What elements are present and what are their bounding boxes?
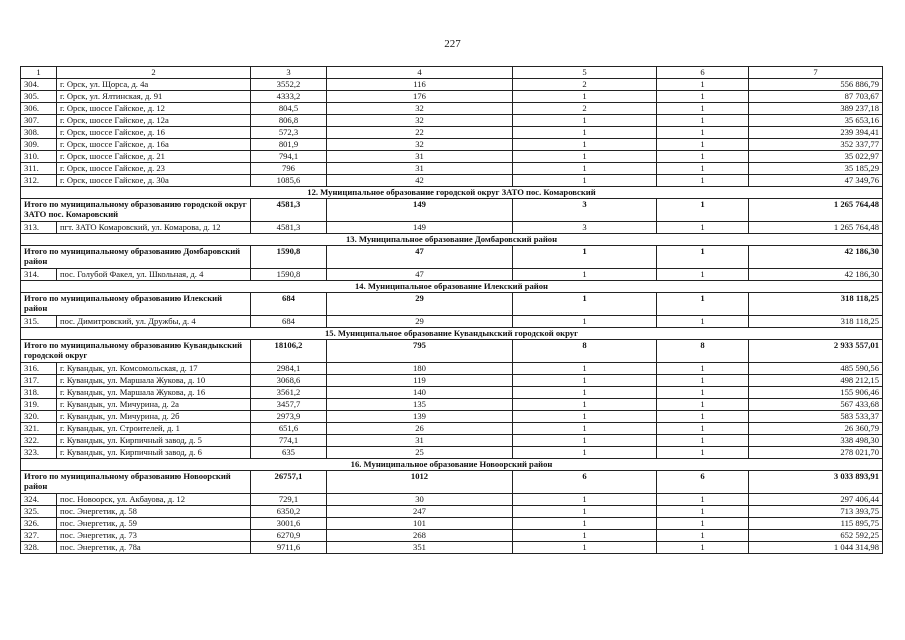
amount-cell: 713 393,75 bbox=[749, 506, 883, 518]
area-cell: 6270,9 bbox=[251, 530, 327, 542]
col6-cell: 1 bbox=[657, 399, 749, 411]
address-cell: пос. Энергетик, д. 73 bbox=[57, 530, 251, 542]
address-cell: пос. Новоорск, ул. Акбауова, д. 12 bbox=[57, 494, 251, 506]
address-cell: г. Орск, ул. Щорса, д. 4а bbox=[57, 79, 251, 91]
table-row bbox=[21, 115, 883, 127]
subtotal-label: Итого по муниципальному образованию Домбаровский район bbox=[21, 246, 251, 269]
col4-cell: 32 bbox=[327, 139, 513, 151]
col5-cell: 1 bbox=[513, 175, 657, 187]
address-cell: пос. Димитровский, ул. Дружбы, д. 4 bbox=[57, 316, 251, 328]
table-row bbox=[21, 506, 883, 518]
table-row bbox=[21, 222, 883, 234]
area-cell: 572,3 bbox=[251, 127, 327, 139]
address-cell: г. Кувандык, ул. Маршала Жукова, д. 10 bbox=[57, 375, 251, 387]
address-cell: г. Кувандык, ул. Кирпичный завод, д. 5 bbox=[57, 435, 251, 447]
subtotal-value: 684 bbox=[251, 293, 327, 316]
col4-cell: 139 bbox=[327, 411, 513, 423]
subtotal-label: Итого по муниципальному образованию Кувандыкский городской округ bbox=[21, 340, 251, 363]
subtotal-value: 1 bbox=[657, 246, 749, 269]
col6-cell: 1 bbox=[657, 222, 749, 234]
col6-cell: 1 bbox=[657, 103, 749, 115]
section-heading-row bbox=[21, 459, 883, 471]
col5-cell: 2 bbox=[513, 79, 657, 91]
subtotal-value: 4581,3 bbox=[251, 199, 327, 222]
table-row bbox=[21, 269, 883, 281]
table-row bbox=[21, 316, 883, 328]
table-row bbox=[21, 387, 883, 399]
address-cell: г. Кувандык, ул. Комсомольская, д. 17 bbox=[57, 363, 251, 375]
amount-cell: 556 886,79 bbox=[749, 79, 883, 91]
address-cell: г. Кувандык, ул. Строителей, д. 1 bbox=[57, 423, 251, 435]
table-row bbox=[21, 163, 883, 175]
col6-cell: 1 bbox=[657, 435, 749, 447]
area-cell: 2973,9 bbox=[251, 411, 327, 423]
header-cell: 3 bbox=[251, 67, 327, 79]
subtotal-value: 42 186,30 bbox=[749, 246, 883, 269]
area-cell: 3561,2 bbox=[251, 387, 327, 399]
row-number: 320. bbox=[21, 411, 57, 423]
subtotal-value: 795 bbox=[327, 340, 513, 363]
area-cell: 774,1 bbox=[251, 435, 327, 447]
table-row bbox=[21, 91, 883, 103]
amount-cell: 278 021,70 bbox=[749, 447, 883, 459]
subtotal-value: 1 bbox=[657, 199, 749, 222]
col5-cell: 1 bbox=[513, 375, 657, 387]
col4-cell: 351 bbox=[327, 542, 513, 554]
row-number: 310. bbox=[21, 151, 57, 163]
row-number: 324. bbox=[21, 494, 57, 506]
subtotal-label: Итого по муниципальному образованию Новоорский район bbox=[21, 471, 251, 494]
col4-cell: 119 bbox=[327, 375, 513, 387]
subtotal-value: 18106,2 bbox=[251, 340, 327, 363]
header-cell: 1 bbox=[21, 67, 57, 79]
section-heading: 14. Муниципальное образование Илекский район bbox=[21, 281, 883, 293]
amount-cell: 1 044 314,98 bbox=[749, 542, 883, 554]
subtotal-value: 3 033 893,91 bbox=[749, 471, 883, 494]
col5-cell: 1 bbox=[513, 542, 657, 554]
table-row bbox=[21, 175, 883, 187]
subtotal-value: 8 bbox=[657, 340, 749, 363]
address-cell: г. Кувандык, ул. Мичурина, д. 2а bbox=[57, 399, 251, 411]
col4-cell: 180 bbox=[327, 363, 513, 375]
col4-cell: 135 bbox=[327, 399, 513, 411]
address-cell: пос. Энергетик, д. 58 bbox=[57, 506, 251, 518]
amount-cell: 47 349,76 bbox=[749, 175, 883, 187]
housing-table bbox=[20, 66, 883, 554]
area-cell: 794,1 bbox=[251, 151, 327, 163]
amount-cell: 26 360,79 bbox=[749, 423, 883, 435]
subtotal-value: 1012 bbox=[327, 471, 513, 494]
area-cell: 4581,3 bbox=[251, 222, 327, 234]
col6-cell: 1 bbox=[657, 518, 749, 530]
subtotal-label: Итого по муниципальному образованию городской округ ЗАТО пос. Комаровский bbox=[21, 199, 251, 222]
col6-cell: 1 bbox=[657, 79, 749, 91]
col5-cell: 1 bbox=[513, 435, 657, 447]
col5-cell: 1 bbox=[513, 411, 657, 423]
row-number: 308. bbox=[21, 127, 57, 139]
col6-cell: 1 bbox=[657, 151, 749, 163]
col6-cell: 1 bbox=[657, 269, 749, 281]
row-number: 327. bbox=[21, 530, 57, 542]
col6-cell: 1 bbox=[657, 139, 749, 151]
area-cell: 801,9 bbox=[251, 139, 327, 151]
col5-cell: 1 bbox=[513, 151, 657, 163]
col4-cell: 26 bbox=[327, 423, 513, 435]
row-number: 304. bbox=[21, 79, 57, 91]
col5-cell: 1 bbox=[513, 127, 657, 139]
row-number: 319. bbox=[21, 399, 57, 411]
col4-cell: 42 bbox=[327, 175, 513, 187]
amount-cell: 42 186,30 bbox=[749, 269, 883, 281]
row-number: 316. bbox=[21, 363, 57, 375]
amount-cell: 338 498,30 bbox=[749, 435, 883, 447]
row-number: 317. bbox=[21, 375, 57, 387]
section-heading-row bbox=[21, 234, 883, 246]
col6-cell: 1 bbox=[657, 127, 749, 139]
row-number: 309. bbox=[21, 139, 57, 151]
col4-cell: 140 bbox=[327, 387, 513, 399]
amount-cell: 297 406,44 bbox=[749, 494, 883, 506]
address-cell: пгт. ЗАТО Комаровский, ул. Комарова, д. 12 bbox=[57, 222, 251, 234]
subtotal-value: 29 bbox=[327, 293, 513, 316]
col4-cell: 47 bbox=[327, 269, 513, 281]
col6-cell: 1 bbox=[657, 494, 749, 506]
row-number: 326. bbox=[21, 518, 57, 530]
header-cell: 7 bbox=[749, 67, 883, 79]
table-row bbox=[21, 423, 883, 435]
area-cell: 635 bbox=[251, 447, 327, 459]
col6-cell: 1 bbox=[657, 447, 749, 459]
amount-cell: 318 118,25 bbox=[749, 316, 883, 328]
amount-cell: 1 265 764,48 bbox=[749, 222, 883, 234]
col5-cell: 1 bbox=[513, 139, 657, 151]
subtotal-value: 26757,1 bbox=[251, 471, 327, 494]
row-number: 323. bbox=[21, 447, 57, 459]
col6-cell: 1 bbox=[657, 411, 749, 423]
header-cell: 4 bbox=[327, 67, 513, 79]
area-cell: 806,8 bbox=[251, 115, 327, 127]
col6-cell: 1 bbox=[657, 542, 749, 554]
col4-cell: 247 bbox=[327, 506, 513, 518]
col6-cell: 1 bbox=[657, 316, 749, 328]
col4-cell: 31 bbox=[327, 151, 513, 163]
row-number: 315. bbox=[21, 316, 57, 328]
col6-cell: 1 bbox=[657, 530, 749, 542]
col6-cell: 1 bbox=[657, 375, 749, 387]
subtotal-value: 2 933 557,01 bbox=[749, 340, 883, 363]
header-cell: 5 bbox=[513, 67, 657, 79]
row-number: 306. bbox=[21, 103, 57, 115]
subtotal-row bbox=[21, 199, 883, 222]
col6-cell: 1 bbox=[657, 506, 749, 518]
table-row bbox=[21, 411, 883, 423]
address-cell: пос. Энергетик, д. 59 bbox=[57, 518, 251, 530]
subtotal-row bbox=[21, 340, 883, 363]
subtotal-value: 318 118,25 bbox=[749, 293, 883, 316]
row-number: 328. bbox=[21, 542, 57, 554]
row-number: 321. bbox=[21, 423, 57, 435]
address-cell: г. Орск, шоссе Гайское, д. 21 bbox=[57, 151, 251, 163]
row-number: 318. bbox=[21, 387, 57, 399]
address-cell: г. Орск, шоссе Гайское, д. 23 bbox=[57, 163, 251, 175]
address-cell: г. Орск, шоссе Гайское, д. 30а bbox=[57, 175, 251, 187]
row-number: 325. bbox=[21, 506, 57, 518]
col4-cell: 268 bbox=[327, 530, 513, 542]
col5-cell: 1 bbox=[513, 316, 657, 328]
row-number: 313. bbox=[21, 222, 57, 234]
subtotal-value: 8 bbox=[513, 340, 657, 363]
header-cell: 2 bbox=[57, 67, 251, 79]
col5-cell: 1 bbox=[513, 447, 657, 459]
amount-cell: 239 394,41 bbox=[749, 127, 883, 139]
table-row bbox=[21, 363, 883, 375]
col5-cell: 1 bbox=[513, 91, 657, 103]
col5-cell: 1 bbox=[513, 363, 657, 375]
table-body bbox=[21, 67, 883, 554]
row-number: 307. bbox=[21, 115, 57, 127]
subtotal-value: 1 265 764,48 bbox=[749, 199, 883, 222]
col5-cell: 1 bbox=[513, 506, 657, 518]
col6-cell: 1 bbox=[657, 387, 749, 399]
area-cell: 651,6 bbox=[251, 423, 327, 435]
col5-cell: 1 bbox=[513, 163, 657, 175]
section-heading: 13. Муниципальное образование Домбаровский район bbox=[21, 234, 883, 246]
col4-cell: 29 bbox=[327, 316, 513, 328]
amount-cell: 35 185,29 bbox=[749, 163, 883, 175]
address-cell: г. Кувандык, ул. Кирпичный завод, д. 6 bbox=[57, 447, 251, 459]
amount-cell: 652 592,25 bbox=[749, 530, 883, 542]
col4-cell: 31 bbox=[327, 163, 513, 175]
amount-cell: 567 433,68 bbox=[749, 399, 883, 411]
subtotal-label: Итого по муниципальному образованию Илекский район bbox=[21, 293, 251, 316]
area-cell: 6350,2 bbox=[251, 506, 327, 518]
amount-cell: 155 906,46 bbox=[749, 387, 883, 399]
subtotal-value: 1 bbox=[513, 246, 657, 269]
section-heading: 16. Муниципальное образование Новоорский район bbox=[21, 459, 883, 471]
address-cell: пос. Энергетик, д. 78а bbox=[57, 542, 251, 554]
row-number: 314. bbox=[21, 269, 57, 281]
subtotal-value: 1590,8 bbox=[251, 246, 327, 269]
subtotal-value: 47 bbox=[327, 246, 513, 269]
col6-cell: 1 bbox=[657, 163, 749, 175]
area-cell: 1085,6 bbox=[251, 175, 327, 187]
address-cell: г. Кувандык, ул. Мичурина, д. 2б bbox=[57, 411, 251, 423]
section-heading-row bbox=[21, 281, 883, 293]
col4-cell: 22 bbox=[327, 127, 513, 139]
table-row bbox=[21, 139, 883, 151]
col4-cell: 101 bbox=[327, 518, 513, 530]
table-row bbox=[21, 494, 883, 506]
amount-cell: 87 703,67 bbox=[749, 91, 883, 103]
col5-cell: 1 bbox=[513, 494, 657, 506]
row-number: 322. bbox=[21, 435, 57, 447]
col6-cell: 1 bbox=[657, 91, 749, 103]
table-row bbox=[21, 530, 883, 542]
address-cell: г. Орск, шоссе Гайское, д. 12а bbox=[57, 115, 251, 127]
area-cell: 3457,7 bbox=[251, 399, 327, 411]
area-cell: 1590,8 bbox=[251, 269, 327, 281]
table-row bbox=[21, 375, 883, 387]
table-row bbox=[21, 447, 883, 459]
table-row bbox=[21, 151, 883, 163]
col6-cell: 1 bbox=[657, 175, 749, 187]
subtotal-row bbox=[21, 293, 883, 316]
area-cell: 2984,1 bbox=[251, 363, 327, 375]
section-heading: 15. Муниципальное образование Кувандыкский городской округ bbox=[21, 328, 883, 340]
table-row bbox=[21, 399, 883, 411]
area-cell: 796 bbox=[251, 163, 327, 175]
row-number: 311. bbox=[21, 163, 57, 175]
address-cell: г. Орск, шоссе Гайское, д. 16 bbox=[57, 127, 251, 139]
amount-cell: 35 022,97 bbox=[749, 151, 883, 163]
col4-cell: 31 bbox=[327, 435, 513, 447]
area-cell: 3068,6 bbox=[251, 375, 327, 387]
table-row bbox=[21, 103, 883, 115]
table-row bbox=[21, 542, 883, 554]
subtotal-value: 1 bbox=[513, 293, 657, 316]
address-cell: г. Орск, шоссе Гайское, д. 16а bbox=[57, 139, 251, 151]
col5-cell: 2 bbox=[513, 103, 657, 115]
area-cell: 3001,6 bbox=[251, 518, 327, 530]
area-cell: 4333,2 bbox=[251, 91, 327, 103]
page-number: 227 bbox=[444, 38, 461, 50]
table-row bbox=[21, 518, 883, 530]
row-number: 305. bbox=[21, 91, 57, 103]
amount-cell: 35 653,16 bbox=[749, 115, 883, 127]
amount-cell: 389 237,18 bbox=[749, 103, 883, 115]
col4-cell: 116 bbox=[327, 79, 513, 91]
amount-cell: 115 895,75 bbox=[749, 518, 883, 530]
col6-cell: 1 bbox=[657, 115, 749, 127]
area-cell: 804,5 bbox=[251, 103, 327, 115]
amount-cell: 583 533,37 bbox=[749, 411, 883, 423]
header-cell: 6 bbox=[657, 67, 749, 79]
section-heading-row bbox=[21, 187, 883, 199]
area-cell: 729,1 bbox=[251, 494, 327, 506]
address-cell: г. Орск, шоссе Гайское, д. 12 bbox=[57, 103, 251, 115]
section-heading: 12. Муниципальное образование городской округ ЗАТО пос. Комаровский bbox=[21, 187, 883, 199]
col5-cell: 1 bbox=[513, 269, 657, 281]
col4-cell: 149 bbox=[327, 222, 513, 234]
header-row bbox=[21, 67, 883, 79]
col4-cell: 25 bbox=[327, 447, 513, 459]
amount-cell: 498 212,15 bbox=[749, 375, 883, 387]
address-cell: г. Орск, ул. Ялтинская, д. 91 bbox=[57, 91, 251, 103]
col5-cell: 3 bbox=[513, 222, 657, 234]
table-row bbox=[21, 435, 883, 447]
subtotal-value: 6 bbox=[513, 471, 657, 494]
area-cell: 9711,6 bbox=[251, 542, 327, 554]
subtotal-value: 3 bbox=[513, 199, 657, 222]
subtotal-value: 149 bbox=[327, 199, 513, 222]
subtotal-row bbox=[21, 246, 883, 269]
area-cell: 3552,2 bbox=[251, 79, 327, 91]
section-heading-row bbox=[21, 328, 883, 340]
table-row bbox=[21, 79, 883, 91]
col4-cell: 32 bbox=[327, 115, 513, 127]
col5-cell: 1 bbox=[513, 530, 657, 542]
address-cell: пос. Голубой Факел, ул. Школьная, д. 4 bbox=[57, 269, 251, 281]
amount-cell: 485 590,56 bbox=[749, 363, 883, 375]
row-number: 312. bbox=[21, 175, 57, 187]
col5-cell: 1 bbox=[513, 399, 657, 411]
area-cell: 684 bbox=[251, 316, 327, 328]
col4-cell: 30 bbox=[327, 494, 513, 506]
col4-cell: 32 bbox=[327, 103, 513, 115]
table-row bbox=[21, 127, 883, 139]
subtotal-value: 1 bbox=[657, 293, 749, 316]
col5-cell: 1 bbox=[513, 518, 657, 530]
address-cell: г. Кувандык, ул. Маршала Жукова, д. 16 bbox=[57, 387, 251, 399]
amount-cell: 352 337,77 bbox=[749, 139, 883, 151]
col5-cell: 1 bbox=[513, 115, 657, 127]
subtotal-row bbox=[21, 471, 883, 494]
col6-cell: 1 bbox=[657, 423, 749, 435]
col6-cell: 1 bbox=[657, 363, 749, 375]
subtotal-value: 6 bbox=[657, 471, 749, 494]
col4-cell: 176 bbox=[327, 91, 513, 103]
col5-cell: 1 bbox=[513, 423, 657, 435]
col5-cell: 1 bbox=[513, 387, 657, 399]
